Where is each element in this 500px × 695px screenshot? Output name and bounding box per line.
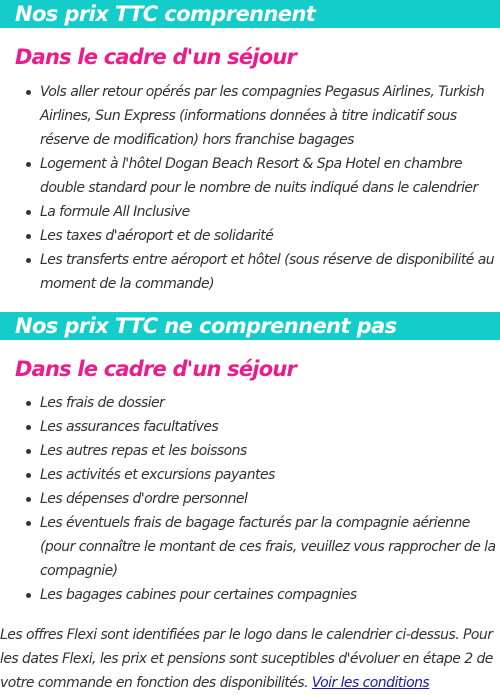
list-item-text: Les assurances facultatives (40, 419, 219, 435)
flexi-note-text: Les offres Flexi sont identifiées par le logo dans le calendrier ci-dessus. Pour les dates Flexi, les prix et pensions sont suceptibles d'évoluer en étape 2 de votre commande en fonction des disponibilités. (0, 627, 493, 691)
list-item (40, 152, 500, 200)
list-item (40, 248, 500, 296)
bullet-icon (26, 90, 31, 95)
excluded-section-subtitle: Dans le cadre d'un séjour (15, 357, 297, 381)
list-item-text: Les dépenses d'ordre personnel (40, 491, 248, 507)
list-item-text: Les frais de dossier (40, 395, 165, 411)
bullet-icon (26, 521, 31, 526)
list-item-text: Les autres repas et les boissons (40, 443, 247, 459)
included-section-title: Nos prix TTC comprennent (0, 0, 500, 28)
bullet-icon (26, 162, 31, 167)
list-item (40, 80, 500, 152)
list-item (40, 487, 500, 511)
excluded-section-title: Nos prix TTC ne comprennent pas (0, 312, 500, 340)
bullet-icon (26, 497, 31, 502)
bullet-icon (26, 593, 31, 598)
list-item-text: La formule All Inclusive (40, 204, 190, 220)
list-item (40, 583, 500, 607)
list-item-text: Vols aller retour opérés par les compagnies Pegasus Airlines, Turkish Airlines, Sun Express (informations données à titre indicatif sous réserve de modification) hors franchise bagages (40, 84, 485, 148)
bullet-icon (26, 449, 31, 454)
list-item-text: Les bagages cabines pour certaines compagnies (40, 587, 357, 603)
list-item (40, 439, 500, 463)
bullet-icon (26, 473, 31, 478)
bullet-icon (26, 401, 31, 406)
list-item (40, 200, 500, 224)
list-item (40, 415, 500, 439)
bullet-icon (26, 425, 31, 430)
list-item-text: Les transferts entre aéroport et hôtel (sous réserve de disponibilité au moment de la commande) (40, 252, 495, 292)
bullet-icon (26, 210, 31, 215)
bullet-icon (26, 258, 31, 263)
list-item-text: Les taxes d'aéroport et de solidarité (40, 228, 274, 244)
included-list (0, 80, 500, 296)
excluded-list (0, 391, 500, 607)
list-item-text: Les activités et excursions payantes (40, 467, 275, 483)
list-item (40, 224, 500, 248)
list-item-text: Les éventuels frais de bagage facturés par la compagnie aérienne (pour connaître le montant de ces frais, veuillez vous rapprocher de la compagnie) (40, 515, 496, 579)
list-item (40, 391, 500, 415)
included-section-subtitle: Dans le cadre d'un séjour (15, 45, 297, 69)
bullet-icon (26, 234, 31, 239)
conditions-link[interactable]: Voir les conditions (311, 675, 430, 691)
list-item (40, 511, 500, 583)
list-item (40, 463, 500, 487)
flexi-note (0, 623, 500, 695)
list-item-text: Logement à l'hôtel Dogan Beach Resort & Spa Hotel en chambre double standard pour le nombre de nuits indiqué dans le calendrier (40, 156, 478, 196)
